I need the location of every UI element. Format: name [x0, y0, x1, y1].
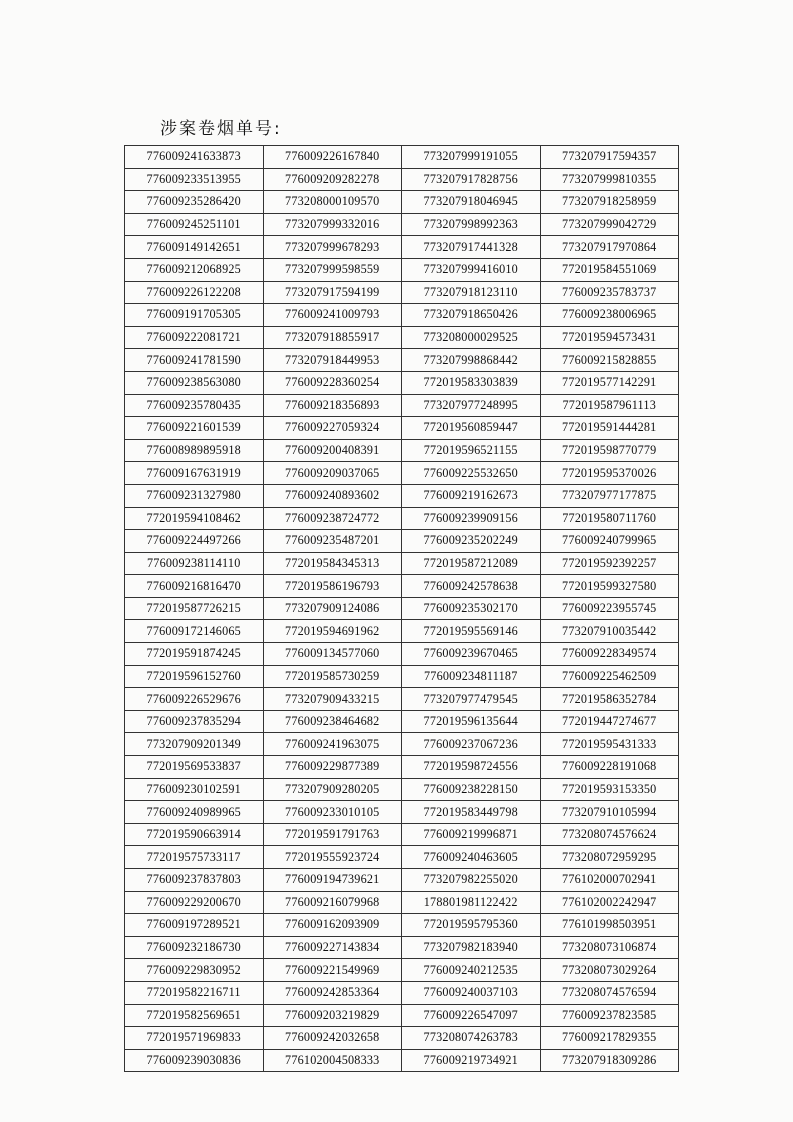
table-cell: 773207917441328 — [402, 236, 541, 259]
table-cell: 776009225462509 — [540, 665, 679, 688]
table-cell: 776009229877389 — [263, 756, 402, 779]
table-cell: 772019583449798 — [402, 801, 541, 824]
table-cell: 773208074576624 — [540, 823, 679, 846]
table-row — [125, 552, 679, 575]
table-cell: 776102000702941 — [540, 869, 679, 892]
table-row — [125, 846, 679, 869]
table-cell: 776009235487201 — [263, 530, 402, 553]
table-cell: 773208074576594 — [540, 981, 679, 1004]
table-row — [125, 1004, 679, 1027]
table-cell: 776009222081721 — [125, 326, 264, 349]
table-row — [125, 778, 679, 801]
table-cell: 776009242853364 — [263, 981, 402, 1004]
table-row — [125, 417, 679, 440]
table-cell: 773208000109570 — [263, 191, 402, 214]
table-cell: 776102004508333 — [263, 1049, 402, 1072]
table-cell: 773207982183940 — [402, 936, 541, 959]
table-cell: 772019571969833 — [125, 1027, 264, 1050]
table-cell: 773207999416010 — [402, 258, 541, 281]
table-cell: 776009241781590 — [125, 349, 264, 372]
table-cell: 773207918258959 — [540, 191, 679, 214]
table-cell: 773207999191055 — [402, 146, 541, 169]
table-cell: 776009191705305 — [125, 304, 264, 327]
table-cell: 776009209282278 — [263, 168, 402, 191]
table-cell: 776009221549969 — [263, 959, 402, 982]
table-cell: 776009203219829 — [263, 1004, 402, 1027]
table-row — [125, 304, 679, 327]
table-cell: 776009240989965 — [125, 801, 264, 824]
table-cell: 776009194739621 — [263, 869, 402, 892]
table-cell: 773207917594199 — [263, 281, 402, 304]
table-cell: 776009223955745 — [540, 597, 679, 620]
table-cell: 776009238563080 — [125, 371, 264, 394]
table-cell: 776009235286420 — [125, 191, 264, 214]
table-cell: 776009245251101 — [125, 213, 264, 236]
table-cell: 773207977177875 — [540, 484, 679, 507]
table-row — [125, 869, 679, 892]
table-row — [125, 959, 679, 982]
table-cell: 776009134577060 — [263, 643, 402, 666]
table-cell: 776009215828855 — [540, 349, 679, 372]
table-cell: 773207917828756 — [402, 168, 541, 191]
table-row — [125, 981, 679, 1004]
table-cell: 776009200408391 — [263, 439, 402, 462]
table-cell: 776009228191068 — [540, 756, 679, 779]
table-cell: 772019592392257 — [540, 552, 679, 575]
table-cell: 773207999678293 — [263, 236, 402, 259]
table-cell: 773208074263783 — [402, 1027, 541, 1050]
table-cell: 772019591444281 — [540, 417, 679, 440]
table-cell: 772019594691962 — [263, 620, 402, 643]
table-row — [125, 801, 679, 824]
table-cell: 773207999598559 — [263, 258, 402, 281]
table-cell: 776009237823585 — [540, 1004, 679, 1027]
table-cell: 773207909280205 — [263, 778, 402, 801]
table-cell: 776009233010105 — [263, 801, 402, 824]
table-cell: 772019587212089 — [402, 552, 541, 575]
table-row — [125, 733, 679, 756]
table-cell: 178801981122422 — [402, 891, 541, 914]
table-cell: 772019584345313 — [263, 552, 402, 575]
table-cell: 776009219734921 — [402, 1049, 541, 1072]
table-cell: 776009162093909 — [263, 914, 402, 937]
table-row — [125, 1049, 679, 1072]
table-cell: 772019591874245 — [125, 643, 264, 666]
table-cell: 776009228360254 — [263, 371, 402, 394]
table-cell: 772019584551069 — [540, 258, 679, 281]
table-row — [125, 281, 679, 304]
table-cell: 772019598724556 — [402, 756, 541, 779]
table-cell: 772019555923724 — [263, 846, 402, 869]
table-cell: 776009238006965 — [540, 304, 679, 327]
table-cell: 776009197289521 — [125, 914, 264, 937]
table-cell: 772019593153350 — [540, 778, 679, 801]
table-cell: 776009240799965 — [540, 530, 679, 553]
table-row — [125, 575, 679, 598]
table-row — [125, 146, 679, 169]
table-cell: 773207982255020 — [402, 869, 541, 892]
table-cell: 772019587726215 — [125, 597, 264, 620]
table-cell: 776009219996871 — [402, 823, 541, 846]
cigarette-number-table — [124, 145, 679, 1072]
table-cell: 772019596135644 — [402, 710, 541, 733]
table-cell: 772019582569651 — [125, 1004, 264, 1027]
table-row — [125, 507, 679, 530]
table-cell: 773207918650426 — [402, 304, 541, 327]
table-cell: 772019598770779 — [540, 439, 679, 462]
table-cell: 776009240212535 — [402, 959, 541, 982]
table-cell: 776009240893602 — [263, 484, 402, 507]
table-cell: 773207910105994 — [540, 801, 679, 824]
table-cell: 772019595795360 — [402, 914, 541, 937]
table-cell: 776009238464682 — [263, 710, 402, 733]
table-row — [125, 258, 679, 281]
table-cell: 772019594108462 — [125, 507, 264, 530]
table-cell: 772019594573431 — [540, 326, 679, 349]
table-cell: 772019560859447 — [402, 417, 541, 440]
table-cell: 773207918855917 — [263, 326, 402, 349]
table-cell: 776009241009793 — [263, 304, 402, 327]
table-cell: 773207999810355 — [540, 168, 679, 191]
table-cell: 776009226547097 — [402, 1004, 541, 1027]
table-row — [125, 597, 679, 620]
table-cell: 773207918046945 — [402, 191, 541, 214]
table-cell: 773207918309286 — [540, 1049, 679, 1072]
table-row — [125, 236, 679, 259]
table-cell: 776009212068925 — [125, 258, 264, 281]
table-cell: 773207977479545 — [402, 688, 541, 711]
table-cell: 776009232186730 — [125, 936, 264, 959]
table-row — [125, 326, 679, 349]
table-row — [125, 213, 679, 236]
table-cell: 776009239030836 — [125, 1049, 264, 1072]
table-cell: 772019596152760 — [125, 665, 264, 688]
table-cell: 776009237067236 — [402, 733, 541, 756]
table-cell: 776009242578638 — [402, 575, 541, 598]
table-row — [125, 530, 679, 553]
table-cell: 776102002242947 — [540, 891, 679, 914]
table-row — [125, 914, 679, 937]
table-cell: 776009235202249 — [402, 530, 541, 553]
table-row — [125, 665, 679, 688]
table-cell: 773208000029525 — [402, 326, 541, 349]
table-row — [125, 394, 679, 417]
table-cell: 773207917594357 — [540, 146, 679, 169]
table-cell: 776009240037103 — [402, 981, 541, 1004]
table-cell: 776009227059324 — [263, 417, 402, 440]
table-cell: 773207910035442 — [540, 620, 679, 643]
table-cell: 772019569533837 — [125, 756, 264, 779]
table-row — [125, 620, 679, 643]
table-cell: 776101998503951 — [540, 914, 679, 937]
table-cell: 776009240463605 — [402, 846, 541, 869]
table-cell: 772019575733117 — [125, 846, 264, 869]
table-cell: 776009242032658 — [263, 1027, 402, 1050]
table-cell: 776008989895918 — [125, 439, 264, 462]
page-title: 涉案卷烟单号: — [160, 119, 282, 139]
table-cell: 776009231327980 — [125, 484, 264, 507]
table-cell: 776009225532650 — [402, 462, 541, 485]
table-cell: 772019595431333 — [540, 733, 679, 756]
table-cell: 772019580711760 — [540, 507, 679, 530]
table-cell: 776009149142651 — [125, 236, 264, 259]
table-cell: 776009235302170 — [402, 597, 541, 620]
table-cell: 773208073106874 — [540, 936, 679, 959]
table-cell: 776009235780435 — [125, 394, 264, 417]
table-cell: 773207977248995 — [402, 394, 541, 417]
table-cell: 772019595569146 — [402, 620, 541, 643]
table-cell: 776009239909156 — [402, 507, 541, 530]
table-cell: 776009230102591 — [125, 778, 264, 801]
table-row — [125, 756, 679, 779]
table-cell: 773207909201349 — [125, 733, 264, 756]
table-cell: 772019577142291 — [540, 371, 679, 394]
table-row — [125, 349, 679, 372]
table-row — [125, 191, 679, 214]
table-cell: 773207917970864 — [540, 236, 679, 259]
table-cell: 772019599327580 — [540, 575, 679, 598]
table-cell: 776009234811187 — [402, 665, 541, 688]
table-cell: 773207999332016 — [263, 213, 402, 236]
table-cell: 772019596521155 — [402, 439, 541, 462]
table-cell: 773207999042729 — [540, 213, 679, 236]
table-cell: 776009229200670 — [125, 891, 264, 914]
table-cell: 776009237837803 — [125, 869, 264, 892]
table-row — [125, 643, 679, 666]
table-row — [125, 484, 679, 507]
table-cell: 776009209037065 — [263, 462, 402, 485]
table-row — [125, 936, 679, 959]
table-cell: 776009226167840 — [263, 146, 402, 169]
table-cell: 776009172146065 — [125, 620, 264, 643]
table-row — [125, 439, 679, 462]
table-cell: 776009238114110 — [125, 552, 264, 575]
table-cell: 772019586196793 — [263, 575, 402, 598]
table-cell: 773208073029264 — [540, 959, 679, 982]
table-cell: 772019583303839 — [402, 371, 541, 394]
table-cell: 776009241963075 — [263, 733, 402, 756]
table-cell: 776009218356893 — [263, 394, 402, 417]
table-cell: 773207909124086 — [263, 597, 402, 620]
table-row — [125, 710, 679, 733]
table-cell: 772019595370026 — [540, 462, 679, 485]
table-cell: 776009221601539 — [125, 417, 264, 440]
table-cell: 776009238228150 — [402, 778, 541, 801]
table-cell: 772019582216711 — [125, 981, 264, 1004]
table-cell: 773207918123110 — [402, 281, 541, 304]
table-cell: 776009226529676 — [125, 688, 264, 711]
table-row — [125, 1027, 679, 1050]
table-cell: 772019591791763 — [263, 823, 402, 846]
table-row — [125, 168, 679, 191]
table-body — [125, 146, 679, 1072]
table-cell: 776009233513955 — [125, 168, 264, 191]
table-cell: 773208072959295 — [540, 846, 679, 869]
table-cell: 776009228349574 — [540, 643, 679, 666]
table-cell: 773207918449953 — [263, 349, 402, 372]
table-cell: 776009216816470 — [125, 575, 264, 598]
table-cell: 772019590663914 — [125, 823, 264, 846]
table-cell: 776009226122208 — [125, 281, 264, 304]
table-row — [125, 823, 679, 846]
table-cell: 772019587961113 — [540, 394, 679, 417]
table-cell: 776009235783737 — [540, 281, 679, 304]
table-cell: 776009216079968 — [263, 891, 402, 914]
table-cell: 772019586352784 — [540, 688, 679, 711]
table-cell: 776009224497266 — [125, 530, 264, 553]
table-cell: 776009217829355 — [540, 1027, 679, 1050]
table-cell: 773207998992363 — [402, 213, 541, 236]
table-row — [125, 688, 679, 711]
table-cell: 776009227143834 — [263, 936, 402, 959]
table-cell: 776009229830952 — [125, 959, 264, 982]
table-cell: 776009239670465 — [402, 643, 541, 666]
table-cell: 776009241633873 — [125, 146, 264, 169]
table-row — [125, 371, 679, 394]
table-cell: 772019447274677 — [540, 710, 679, 733]
table-cell: 776009237835294 — [125, 710, 264, 733]
table-cell: 776009167631919 — [125, 462, 264, 485]
table-cell: 776009219162673 — [402, 484, 541, 507]
table-cell: 776009238724772 — [263, 507, 402, 530]
table-row — [125, 891, 679, 914]
table-cell: 773207909433215 — [263, 688, 402, 711]
table-row — [125, 462, 679, 485]
table-cell: 773207998868442 — [402, 349, 541, 372]
table-cell: 772019585730259 — [263, 665, 402, 688]
